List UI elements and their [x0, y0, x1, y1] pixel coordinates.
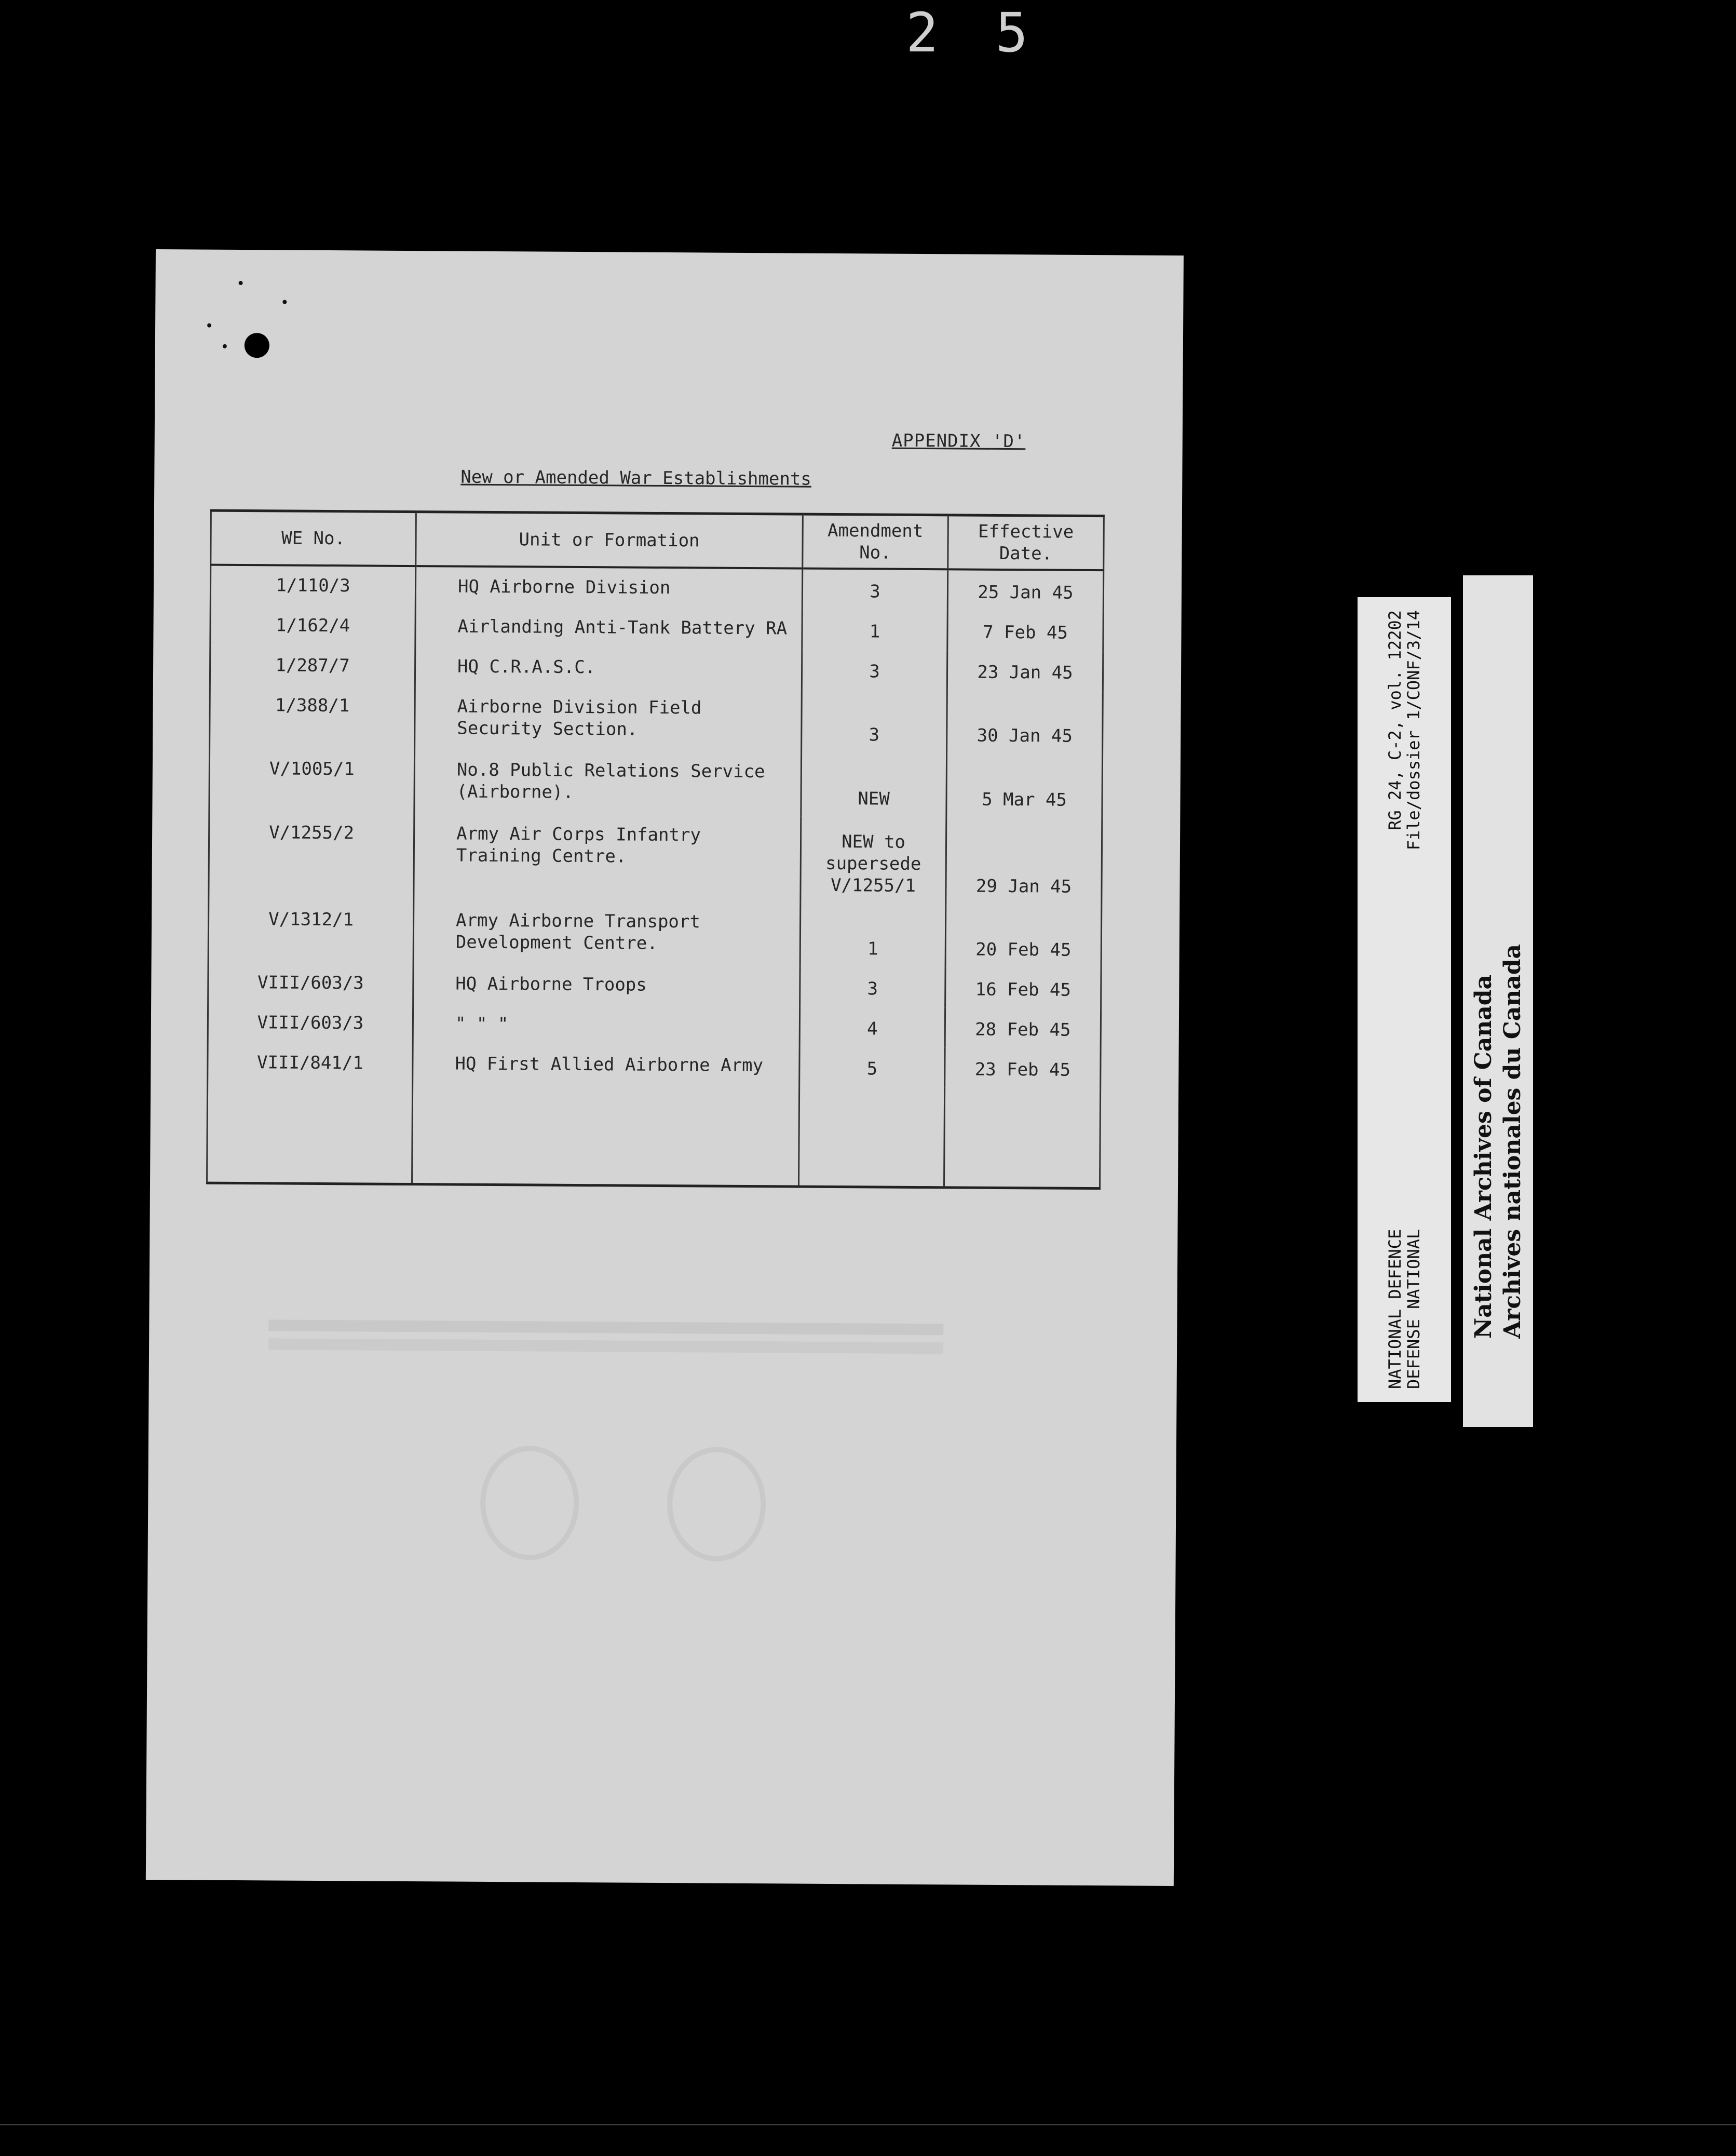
document-title: New or Amended War Establishments: [460, 466, 811, 490]
archives-stamp-text: [1469, 664, 1527, 1339]
cell-we-no: VIII/841/1: [208, 1043, 413, 1084]
cell-unit: HQ Airborne Division: [415, 566, 802, 610]
blank-cell: [412, 1084, 799, 1187]
table-row: [210, 646, 1103, 692]
table-row: [210, 686, 1103, 755]
header-amendment: Amendment No.: [803, 514, 948, 569]
cell-date: 20 Feb 45: [945, 904, 1102, 968]
cell-amendment: 3: [802, 569, 947, 611]
table-header-row: [211, 510, 1104, 570]
department-french: DEFENSE NATIONAL: [1404, 1229, 1423, 1389]
table-row: [208, 899, 1102, 968]
cell-unit: No.8 Public Relations Service (Airborne).: [414, 751, 802, 817]
cell-unit: " " ": [413, 1004, 799, 1047]
archives-stamp: [1463, 575, 1533, 1427]
cell-unit: Army Air Corps Infantry Training Centre.: [414, 814, 801, 904]
cell-date: 28 Feb 45: [945, 1007, 1101, 1048]
table-blank-row: [207, 1083, 1101, 1189]
cell-date: 29 Jan 45: [946, 817, 1102, 905]
cell-date: 5 Mar 45: [946, 754, 1103, 818]
archives-name-french: Archives nationales du Canada: [1499, 944, 1526, 1339]
table-row: [208, 1003, 1101, 1048]
header-unit: Unit or Formation: [416, 512, 803, 569]
cell-unit: Army Airborne Transport Development Centre.: [413, 901, 801, 967]
cell-unit: HQ Airborne Troops: [413, 964, 800, 1007]
header-we-no: WE No.: [211, 510, 416, 566]
archive-reference-line: [1404, 610, 1423, 1389]
cell-date: 7 Feb 45: [947, 611, 1103, 652]
cell-date: 25 Jan 45: [947, 569, 1103, 611]
bleed-through-text: [268, 1319, 943, 1335]
cell-unit: HQ C.R.A.S.C.: [415, 647, 802, 690]
speck: [207, 324, 211, 328]
cell-date: 16 Feb 45: [945, 967, 1101, 1008]
frame-number: 25: [906, 1, 1086, 64]
speck: [223, 344, 227, 348]
department-english: NATIONAL DEFENCE: [1385, 1229, 1405, 1389]
archive-reference-text: [1386, 610, 1423, 1389]
cell-amendment: 3: [802, 690, 947, 754]
appendix-label: APPENDIX 'D': [891, 430, 1026, 452]
header-date: Effective Date.: [948, 515, 1104, 570]
blank-cell: [207, 1083, 413, 1184]
cell-date: 23 Feb 45: [945, 1047, 1101, 1088]
file-reference: File/dossier 1/CONF/3/14: [1404, 610, 1423, 851]
cell-we-no: V/1312/1: [208, 899, 414, 964]
cell-amendment: 4: [799, 1006, 945, 1047]
cell-amendment: 5: [799, 1046, 945, 1087]
bleed-through-mark: [480, 1446, 579, 1560]
cell-we-no: 1/110/3: [210, 565, 415, 608]
cell-amendment: 3: [800, 966, 945, 1007]
archives-name-english: National Archives of Canada: [1470, 974, 1497, 1339]
war-establishments-table: [206, 509, 1105, 1190]
cell-date: 23 Jan 45: [947, 651, 1103, 692]
film-edge-line: [0, 2124, 1736, 2125]
cell-amendment: NEW to supersede V/1255/1: [801, 816, 946, 904]
punch-hole: [245, 333, 269, 358]
cell-date: 30 Jan 45: [947, 691, 1103, 755]
speck: [239, 281, 243, 285]
cell-we-no: V/1255/2: [209, 813, 414, 900]
cell-we-no: 1/162/4: [210, 606, 415, 648]
archive-reference-label: [1358, 597, 1451, 1402]
cell-we-no: VIII/603/3: [208, 1003, 413, 1044]
table-row: [210, 606, 1103, 652]
blank-cell: [944, 1087, 1100, 1188]
cell-we-no: V/1005/1: [209, 749, 415, 814]
cell-amendment: 1: [800, 903, 946, 967]
table-row: [208, 963, 1101, 1008]
cell-unit: Airborne Division Field Security Section.: [415, 687, 802, 753]
cell-unit: HQ First Allied Airborne Army: [413, 1044, 799, 1087]
speck: [282, 300, 287, 304]
table-row: [210, 565, 1103, 612]
table-row: [209, 749, 1103, 818]
table-row: [208, 1043, 1101, 1088]
document-page: [146, 249, 1184, 1886]
cell-amendment: NEW: [801, 753, 947, 817]
cell-we-no: 1/287/7: [210, 646, 415, 688]
table-row: [209, 813, 1102, 905]
bleed-through-mark: [667, 1447, 766, 1561]
cell-we-no: 1/388/1: [210, 686, 415, 750]
cell-amendment: 1: [802, 610, 947, 651]
record-group-reference: RG 24, C-2, vol. 12202: [1385, 610, 1405, 830]
cell-we-no: VIII/603/3: [208, 963, 413, 1004]
cell-unit: Airlanding Anti-Tank Battery RA: [415, 607, 802, 650]
archive-reference-line: [1386, 610, 1404, 1389]
cell-amendment: 3: [802, 650, 947, 691]
blank-cell: [798, 1087, 944, 1188]
